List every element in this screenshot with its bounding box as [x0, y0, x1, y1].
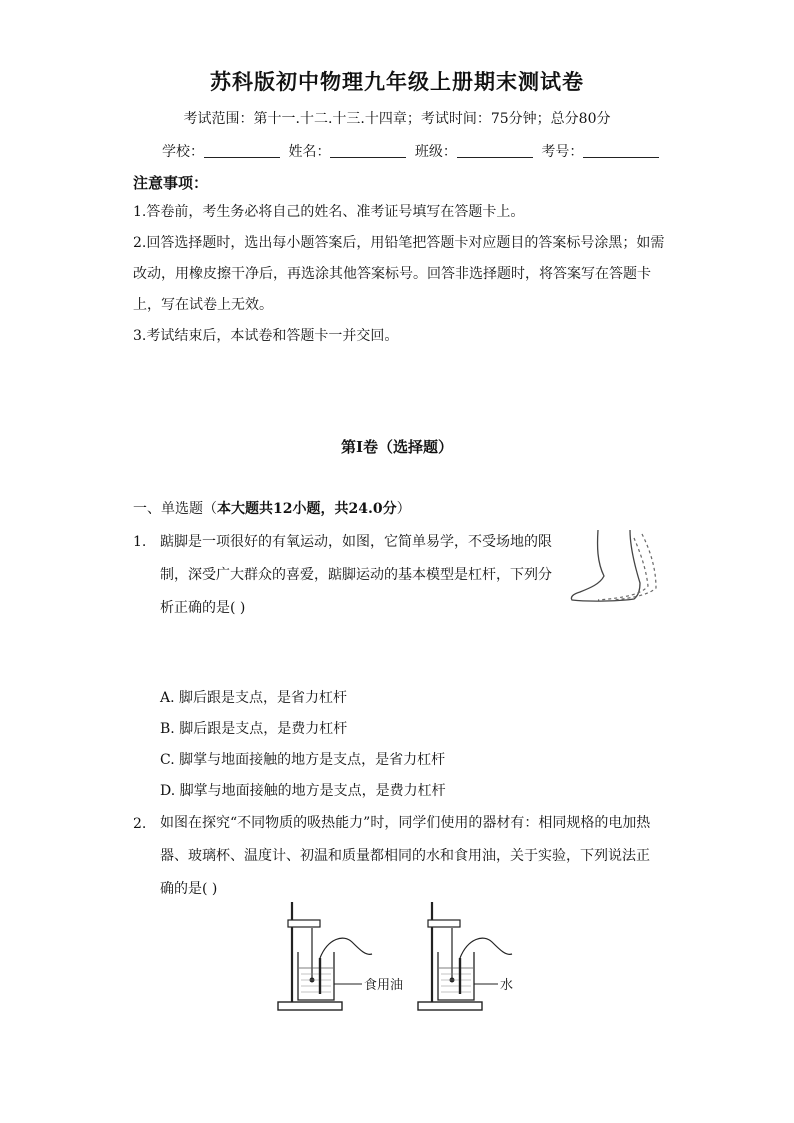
notice-item: 1.答卷前，考生务必将自己的姓名、准考证号填写在答题卡上。 — [133, 204, 525, 220]
apparatus-oil — [278, 902, 403, 1010]
option-c[interactable]: C. 脚掌与地面接触的地方是支点，是省力杠杆 — [160, 752, 446, 768]
field-label-school: 学校： — [162, 144, 204, 160]
question-number: 1. — [133, 534, 147, 550]
label-oil: 食用油 — [364, 978, 404, 993]
heating-experiment-figure — [276, 898, 538, 1016]
field-label-id: 考号： — [541, 144, 584, 160]
part-heading — [133, 498, 411, 518]
field-blank-name[interactable] — [330, 143, 406, 158]
part-prefix: 一、单选题（ — [133, 501, 217, 517]
option-d[interactable]: D. 脚掌与地面接触的地方是支点，是费力杠杆 — [160, 783, 446, 799]
field-blank-class[interactable] — [457, 143, 533, 158]
question-text: 如图在探究“不同物质的吸热能力”时，同学们使用的器材有：相同规格的电加热器、玻璃杯、温度计、初温和质量都相同的水和食用油，关于实验，下列说法正确的是( ) — [160, 815, 651, 897]
apparatus-water — [418, 902, 513, 1010]
student-info-fields — [162, 141, 663, 161]
field-blank-id[interactable] — [583, 143, 659, 158]
field-blank-school[interactable] — [204, 143, 280, 158]
notice-heading: 注意事项： — [133, 174, 209, 192]
notice-item: 3.考试结束后，本试卷和答题卡一并交回。 — [133, 328, 399, 344]
option-a[interactable]: A. 脚后跟是支点，是省力杠杆 — [160, 690, 348, 706]
part-suffix: ） — [396, 501, 411, 517]
option-b[interactable]: B. 脚后跟是支点，是费力杠杆 — [160, 721, 348, 737]
question-text: 踮脚是一项很好的有氧运动，如图，它简单易学，不受场地的限制，深受广大群众的喜爱，踮脚运动的基本模型是杠杆，下列分析正确的是( ) — [160, 534, 552, 616]
field-label-class: 班级： — [414, 144, 457, 160]
part-detail: 本大题共12小题，共24.0分 — [217, 501, 397, 517]
exam-info: 考试范围：第十一.十二.十三.十四章；考试时间：75分钟；总分80分 — [183, 111, 611, 127]
question-number: 2. — [133, 816, 147, 832]
label-water: 水 — [500, 978, 514, 993]
section-title: 第I卷（选择题） — [340, 438, 454, 456]
field-label-name: 姓名： — [288, 144, 331, 160]
exam-title: 苏科版初中物理九年级上册期末测试卷 — [210, 69, 584, 94]
foot-tiptoe-figure — [564, 528, 672, 606]
notice-item: 2.回答选择题时，选出每小题答案后，用铅笔把答题卡对应题目的答案标号涂黑；如需改动，用橡皮擦干净后，再选涂其他答案标号。回答非选择题时，将答案写在答题卡上，写在试卷上无效。 — [133, 235, 665, 313]
